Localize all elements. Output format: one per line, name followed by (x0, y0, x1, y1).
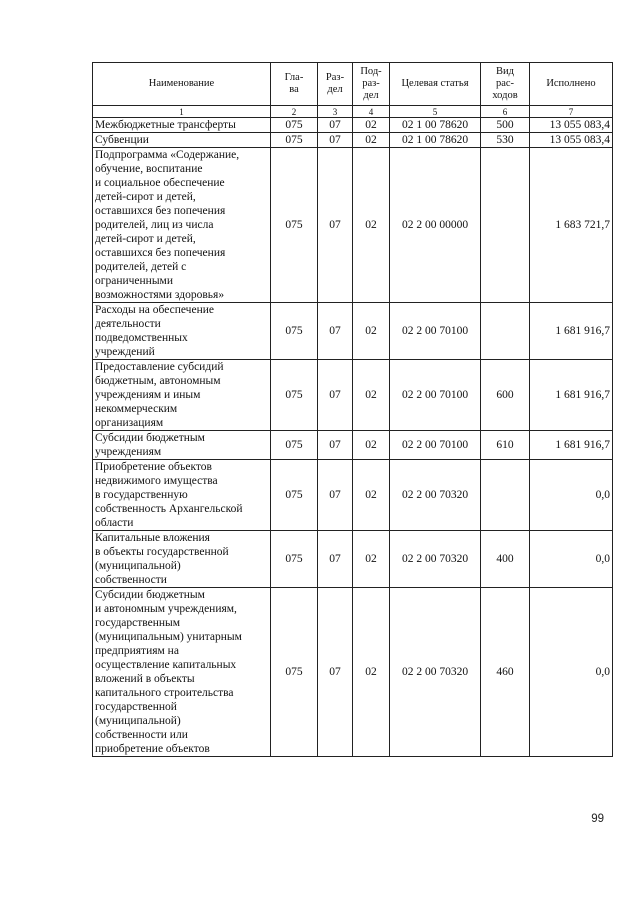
row-name: Субвенции (93, 133, 271, 148)
row-name: Подпрограмма «Содержание, обучение, воспитание и социальное обеспечение детей-сирот и детей, оставшихся без попечения родителей, лиц из числа детей-сирот и детей, оставшихся без попечения родителей, детей с ограниченными возможностями здоровья» (93, 148, 271, 303)
row-executed: 0,0 (530, 460, 613, 531)
row-razdel: 07 (318, 431, 353, 460)
row-target-article: 02 2 00 70100 (390, 431, 481, 460)
header-razdel: Раз- дел (318, 63, 353, 106)
header-executed: Исполнено (530, 63, 613, 106)
header-expense-type: Вид рас- ходов (481, 63, 530, 106)
row-razdel: 07 (318, 148, 353, 303)
page-number: 99 (591, 813, 604, 825)
column-number: 7 (530, 106, 613, 118)
row-name: Приобретение объектов недвижимого имущества в государственную собственность Архангельской области (93, 460, 271, 531)
row-name: Расходы на обеспечение деятельности подведомственных учреждений (93, 303, 271, 360)
table-row (93, 360, 613, 431)
row-podrazdel: 02 (353, 118, 390, 133)
column-number: 5 (390, 106, 481, 118)
column-number-row (93, 106, 613, 118)
row-name: Субсидии бюджетным и автономным учреждениям, государственным (муниципальным) унитарным предприятиям на осуществление капитальных вложений в объекты капитального строительства государственной (муниципальной) собственности или приобретение объектов (93, 588, 271, 757)
row-glava: 075 (271, 133, 318, 148)
row-target-article: 02 1 00 78620 (390, 118, 481, 133)
row-executed: 0,0 (530, 531, 613, 588)
row-target-article: 02 2 00 70320 (390, 588, 481, 757)
row-glava: 075 (271, 148, 318, 303)
row-podrazdel: 02 (353, 431, 390, 460)
row-target-article: 02 2 00 70100 (390, 360, 481, 431)
row-glava: 075 (271, 531, 318, 588)
row-razdel: 07 (318, 531, 353, 588)
row-podrazdel: 02 (353, 360, 390, 431)
row-glava: 075 (271, 360, 318, 431)
row-expense-type (481, 460, 530, 531)
row-expense-type: 400 (481, 531, 530, 588)
row-executed: 1 683 721,7 (530, 148, 613, 303)
row-podrazdel: 02 (353, 460, 390, 531)
row-target-article: 02 1 00 78620 (390, 133, 481, 148)
table-row (93, 118, 613, 133)
table-row (93, 531, 613, 588)
column-number: 6 (481, 106, 530, 118)
row-target-article: 02 2 00 70100 (390, 303, 481, 360)
row-executed: 13 055 083,4 (530, 118, 613, 133)
row-podrazdel: 02 (353, 588, 390, 757)
row-name: Предоставление субсидий бюджетным, автономным учреждениям и иным некоммерческим организациям (93, 360, 271, 431)
row-name: Межбюджетные трансферты (93, 118, 271, 133)
row-expense-type: 610 (481, 431, 530, 460)
column-number: 2 (271, 106, 318, 118)
row-razdel: 07 (318, 360, 353, 431)
row-razdel: 07 (318, 303, 353, 360)
header-row (93, 63, 613, 106)
row-expense-type (481, 148, 530, 303)
row-expense-type: 530 (481, 133, 530, 148)
row-glava: 075 (271, 303, 318, 360)
table-row (93, 303, 613, 360)
row-podrazdel: 02 (353, 531, 390, 588)
row-glava: 075 (271, 588, 318, 757)
column-number: 1 (93, 106, 271, 118)
row-glava: 075 (271, 460, 318, 531)
row-executed: 1 681 916,7 (530, 431, 613, 460)
row-name: Капитальные вложения в объекты государственной (муниципальной) собственности (93, 531, 271, 588)
row-glava: 075 (271, 118, 318, 133)
header-name: Наименование (93, 63, 271, 106)
row-executed: 1 681 916,7 (530, 360, 613, 431)
row-expense-type: 500 (481, 118, 530, 133)
row-razdel: 07 (318, 133, 353, 148)
column-number: 3 (318, 106, 353, 118)
header-target-article: Целевая статья (390, 63, 481, 106)
row-target-article: 02 2 00 00000 (390, 148, 481, 303)
budget-table (92, 62, 613, 757)
row-executed: 1 681 916,7 (530, 303, 613, 360)
table-row (93, 148, 613, 303)
row-razdel: 07 (318, 118, 353, 133)
row-target-article: 02 2 00 70320 (390, 460, 481, 531)
row-razdel: 07 (318, 588, 353, 757)
row-podrazdel: 02 (353, 148, 390, 303)
row-expense-type: 460 (481, 588, 530, 757)
header-glava: Гла- ва (271, 63, 318, 106)
row-executed: 0,0 (530, 588, 613, 757)
header-podrazdel: Под- раз- дел (353, 63, 390, 106)
table-row (93, 133, 613, 148)
row-executed: 13 055 083,4 (530, 133, 613, 148)
table-row (93, 460, 613, 531)
row-expense-type (481, 303, 530, 360)
table-row (93, 588, 613, 757)
table-row (93, 431, 613, 460)
row-podrazdel: 02 (353, 303, 390, 360)
table-body (93, 118, 613, 757)
row-target-article: 02 2 00 70320 (390, 531, 481, 588)
row-podrazdel: 02 (353, 133, 390, 148)
column-number: 4 (353, 106, 390, 118)
row-razdel: 07 (318, 460, 353, 531)
row-glava: 075 (271, 431, 318, 460)
row-name: Субсидии бюджетным учреждениям (93, 431, 271, 460)
row-expense-type: 600 (481, 360, 530, 431)
